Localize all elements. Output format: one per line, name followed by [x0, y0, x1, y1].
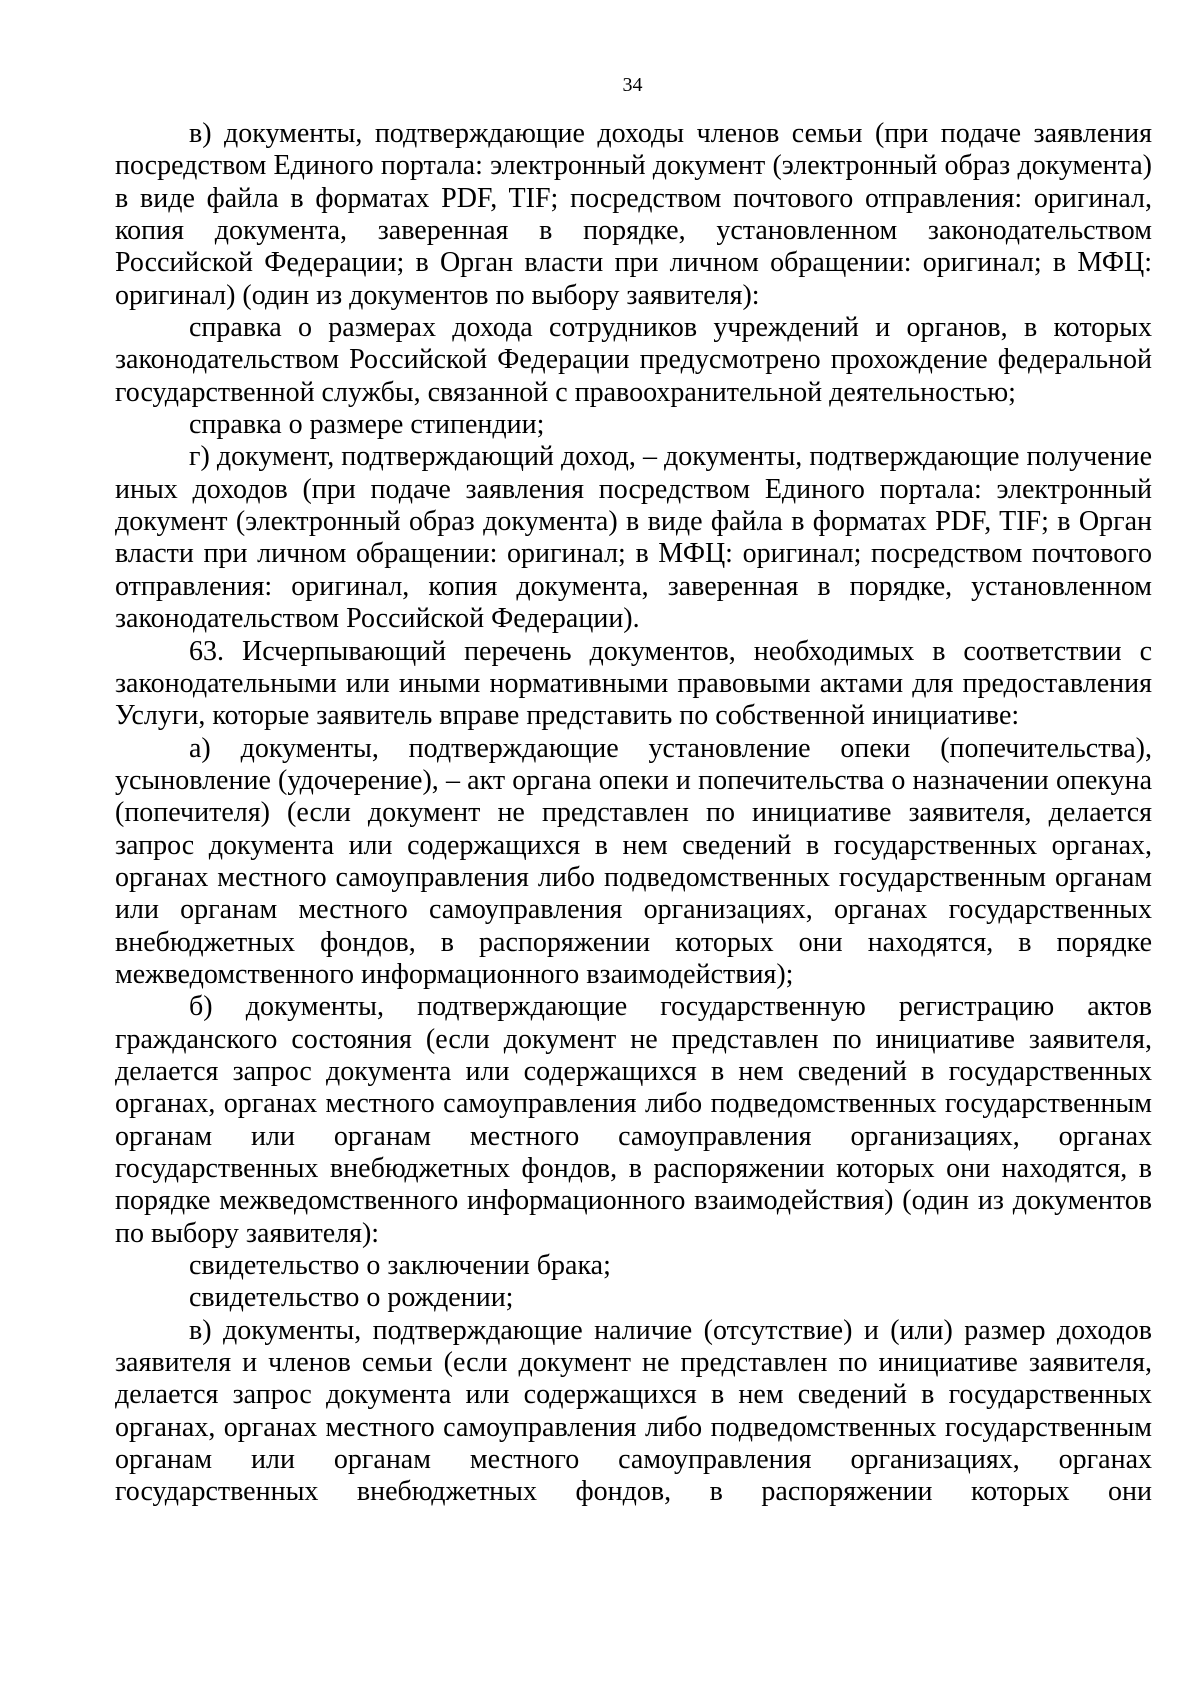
paragraph-section-63: 63. Исчерпывающий перечень документов, необходимых в соответствии с законодательными или иными нормативными правовыми актами для предоставления Услуги, которые заявитель вправе представить по собственной инициативе: [115, 635, 1152, 732]
paragraph-income-presence-documents: в) документы, подтверждающие наличие (отсутствие) и (или) размер доходов заявителя и членов семьи (если документ не представлен по инициативе заявителя, делается запрос документа или содержащихся в нем сведений в государственных органах, органах местного самоуправления либо подведомственных государственным органам или органам местного самоуправления организациях, органах государственных внебюджетных фондов, в распоряжении которых они [115, 1314, 1152, 1508]
document-body [115, 118, 1152, 1509]
paragraph-income-family-documents: в) документы, подтверждающие доходы членов семьи (при подаче заявления посредством Единого портала: электронный документ (электронный образ документа) в виде файла в форматах PDF, TIF; посредством почтового отправления: оригинал, копия документа, заверенная в порядке, установленном законодательством Российской Федерации; в Орган власти при личном обращении: оригинал; в МФЦ: оригинал) (один из документов по выбору заявителя): [115, 118, 1152, 311]
paragraph-birth-certificate: свидетельство о рождении; [189, 1282, 514, 1314]
paragraph-marriage-certificate: свидетельство о заключении брака; [189, 1250, 611, 1282]
paragraph-civil-status-documents: б) документы, подтверждающие государственную регистрацию актов гражданского состояния (если документ не представлен по инициативе заявителя, делается запрос документа или содержащихся в нем сведений в государственных органах, органах местного самоуправления либо подведомственных государственным органам или органам местного самоуправления организациях, органах государственных внебюджетных фондов, в распоряжении которых они находятся, в порядке межведомственного информационного взаимодействия) (один из документов по выбору заявителя): [115, 991, 1152, 1249]
page-number: 34 [622, 74, 643, 96]
paragraph-law-enforcement-income-certificate: справка о размерах дохода сотрудников учреждений и органов, в которых законодательством Российской Федерации предусмотрено прохождение федеральной государственной службы, связанной с правоохранительной деятельностью; [115, 312, 1152, 408]
paragraph-other-income-documents: г) документ, подтверждающий доход, – документы, подтверждающие получение иных доходов (при подаче заявления посредством Единого портала: электронный документ (электронный образ документа) в виде файла в форматах PDF, TIF; в Орган власти при личном обращении: оригинал; в МФЦ: оригинал; посредством почтового отправления: оригинал, копия документа, заверенная в порядке, установленном законодательством Российской Федерации). [115, 441, 1152, 635]
paragraph-guardianship-documents: а) документы, подтверждающие установление опеки (попечительства), усыновление (удочерение), – акт органа опеки и попечительства о назначении опекуна (попечителя) (если документ не представлен по инициативе заявителя, делается запрос документа или содержащихся в нем сведений в государственных органах, органах местного самоуправления либо подведомственных государственным органам или органам местного самоуправления организациях, органах государственных внебюджетных фондов, в распоряжении которых они находятся, в порядке межведомственного информационного взаимодействия); [115, 732, 1152, 990]
paragraph-stipend-certificate: справка о размере стипендии; [189, 409, 545, 441]
